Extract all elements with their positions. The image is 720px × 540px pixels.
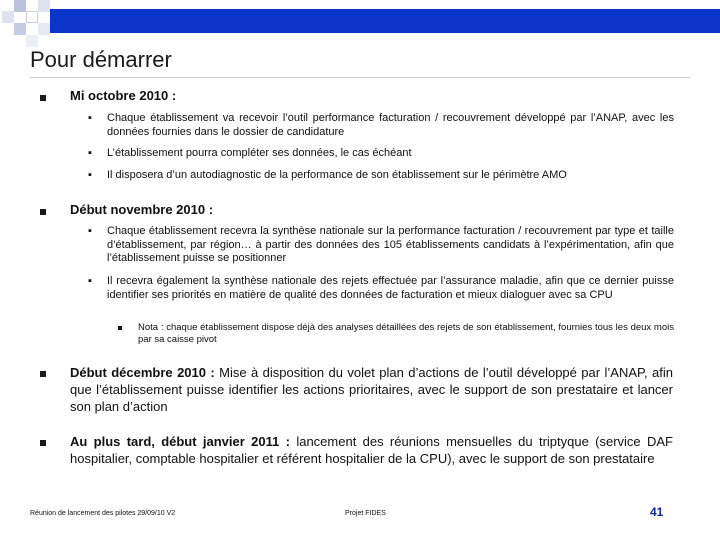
- page-number: 41: [650, 505, 664, 519]
- bullet-icon: ▪: [88, 275, 92, 287]
- list-item: Chaque établissement recevra la synthèse nationale sur la performance facturation / recouvrement par type et taille d’établissement, par région… à partir des données des 105 établissements candidats à l’expérimentation, afin que l’établissement puisse se positionner: [107, 225, 674, 264]
- paragraph-lead: Début décembre 2010 :: [70, 365, 215, 380]
- bullet-icon: ▪: [88, 225, 92, 237]
- list-item: L’établissement pourra compléter ses données, le cas échéant: [107, 147, 412, 159]
- header-band: [50, 9, 720, 33]
- paragraph-text: lancement des réunions mensuelles du triptyque (service DAF hospitalier, comptable hospitalier et référent hospitalier de la CPU), avec le support de son prestataire: [70, 434, 673, 466]
- list-item: Chaque établissement va recevoir l’outil performance facturation / recouvrement développé par l’ANAP, avec les données fournies dans le dossier de candidature: [107, 112, 674, 138]
- footer-meeting: Réunion de lancement des pilotes 29/09/10 V2: [30, 510, 176, 517]
- bullet-icon: ▪: [88, 169, 92, 181]
- page-title: Pour démarrer: [30, 47, 172, 72]
- bullet-icon: ▪: [88, 147, 92, 159]
- checker-decoration: [0, 0, 60, 50]
- section-heading: Début novembre 2010 :: [70, 202, 214, 217]
- note-text: Nota : chaque établissement dispose déjà des analyses détaillées des rejets de son établissement, fournies tous les deux mois par sa caisse pivot: [138, 322, 674, 345]
- title-divider: [30, 77, 690, 78]
- paragraph-january: [70, 433, 673, 467]
- footer-project: Projet FIDES: [345, 510, 386, 517]
- bullet-square-icon: [40, 440, 46, 446]
- paragraph-december: [70, 364, 673, 415]
- bullet-icon: ▪: [88, 112, 92, 124]
- list-item: Il recevra également la synthèse nationale des rejets effectuée par l’assurance maladie, afin que ce dernier puisse identifier ses priorités en matière de qualité des données de facturation et mieux dialoguer avec sa CPU: [107, 275, 674, 301]
- section-heading: Mi octobre 2010 :: [70, 88, 177, 103]
- paragraph-text: Mise à disposition du volet plan d’actions de l’outil développé par l’ANAP, afin que l’établissement puisse identifier les actions prioritaires, avec le support de son prestataire et lancer son plan d’action: [70, 365, 673, 414]
- bullet-icon: [118, 326, 122, 330]
- list-item: Il disposera d’un autodiagnostic de la performance de son établissement sur le périmètre AMO: [107, 169, 567, 181]
- bullet-square-icon: [40, 371, 46, 377]
- bullet-square-icon: [40, 95, 46, 101]
- paragraph-lead: Au plus tard, début janvier 2011 :: [70, 434, 290, 449]
- bullet-square-icon: [40, 209, 46, 215]
